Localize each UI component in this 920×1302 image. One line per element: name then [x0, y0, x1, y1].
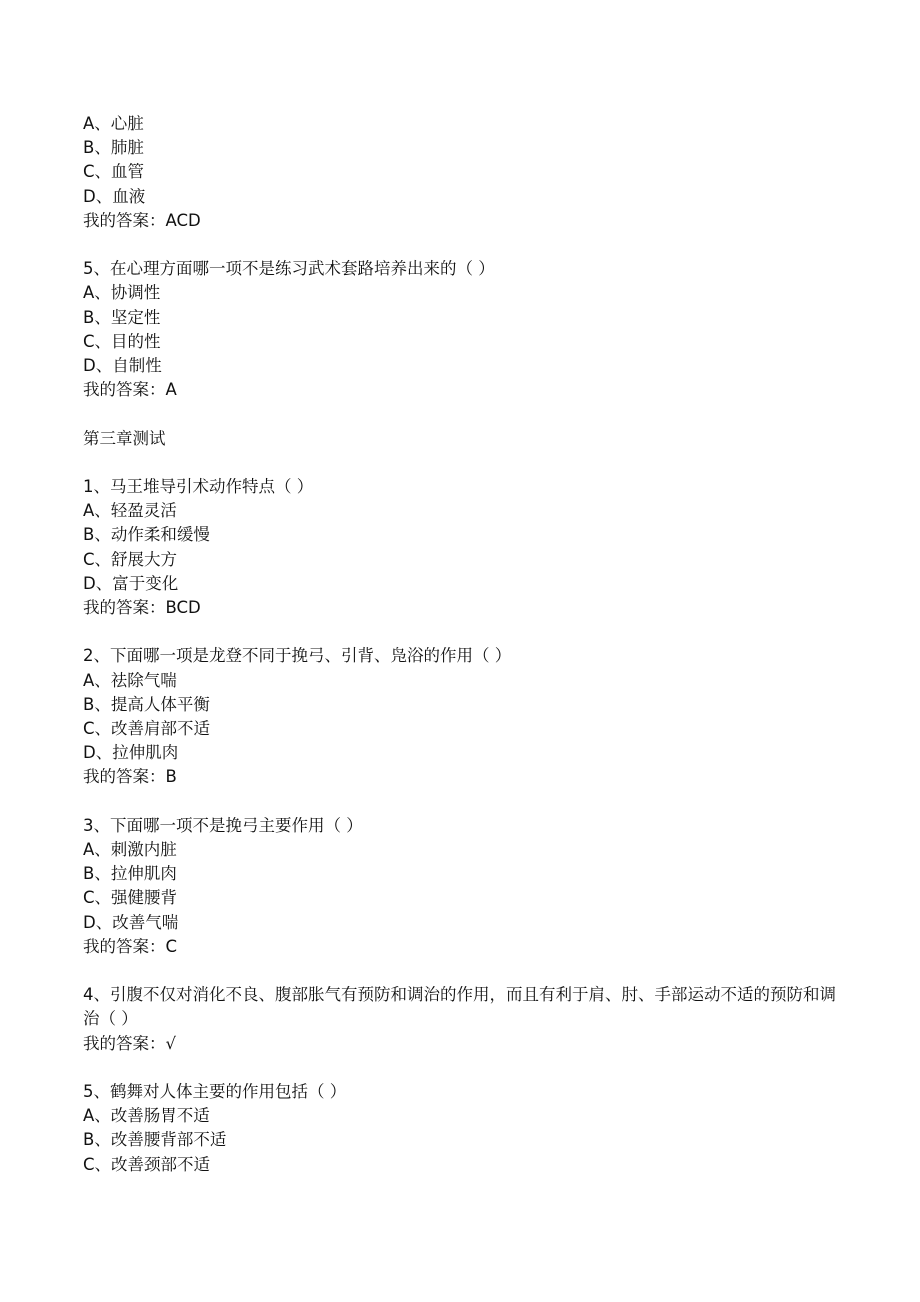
- option-c: C、目的性: [83, 331, 161, 351]
- option-b: B、坚定性: [83, 307, 161, 327]
- chapter3-question-5: [83, 1080, 843, 1177]
- option-b: B、肺脏: [83, 138, 144, 158]
- my-answer: 我的答案：C: [83, 936, 178, 956]
- option-d: D、拉伸肌肉: [83, 743, 179, 763]
- option-d: D、富于变化: [83, 573, 179, 593]
- option-a: A、轻盈灵活: [83, 501, 177, 521]
- my-answer: 我的答案：ACD: [83, 210, 201, 230]
- option-c: C、改善颈部不适: [83, 1154, 211, 1174]
- option-c: C、改善肩部不适: [83, 719, 211, 739]
- option-a: A、心脏: [83, 114, 144, 133]
- option-d: D、自制性: [83, 356, 162, 376]
- option-c: C、强健腰背: [83, 888, 178, 908]
- option-b: B、拉伸肌肉: [83, 864, 177, 884]
- option-b: B、改善腰背部不适: [83, 1130, 227, 1150]
- chapter3-question-4: [83, 983, 843, 1056]
- question-5: [83, 257, 843, 402]
- option-c: C、血管: [83, 162, 145, 182]
- question-text: 5、鹤舞对人体主要的作用包括（ ）: [83, 1082, 347, 1102]
- option-c: C、舒展大方: [83, 549, 178, 569]
- question-text: 3、下面哪一项不是挽弓主要作用（ ）: [83, 815, 363, 835]
- my-answer: 我的答案：B: [83, 767, 177, 787]
- chapter3-question-1: [83, 475, 843, 620]
- my-answer: 我的答案：BCD: [83, 598, 201, 618]
- question-text: 1、马王堆导引术动作特点（ ）: [83, 477, 314, 496]
- document-page: [83, 112, 843, 1201]
- chapter-heading-block: [83, 427, 843, 451]
- option-a: A、协调性: [83, 283, 161, 303]
- question-4-options: [83, 112, 843, 233]
- my-answer: 我的答案：A: [83, 380, 177, 400]
- option-b: B、提高人体平衡: [83, 694, 210, 714]
- question-text: 4、引腹不仅对消化不良、腹部胀气有预防和调治的作用，而且有利于肩、肘、手部运动不适的预防和调治（ ）: [83, 985, 836, 1029]
- question-text: 5、在心理方面哪一项不是练习武术套路培养出来的（ ）: [83, 259, 495, 279]
- option-a: A、刺激内脏: [83, 840, 177, 860]
- option-a: A、祛除气喘: [83, 670, 177, 690]
- my-answer: 我的答案：√: [83, 1033, 177, 1053]
- option-a: A、改善肠胃不适: [83, 1106, 210, 1126]
- question-text: 2、下面哪一项是龙登不同于挽弓、引背、凫浴的作用（ ）: [83, 646, 512, 666]
- chapter3-question-3: [83, 814, 843, 959]
- option-b: B、动作柔和缓慢: [83, 525, 210, 545]
- chapter3-question-2: [83, 644, 843, 789]
- option-d: D、改善气喘: [83, 912, 179, 932]
- option-d: D、血液: [83, 186, 146, 206]
- chapter-heading: 第三章测试: [83, 428, 166, 448]
